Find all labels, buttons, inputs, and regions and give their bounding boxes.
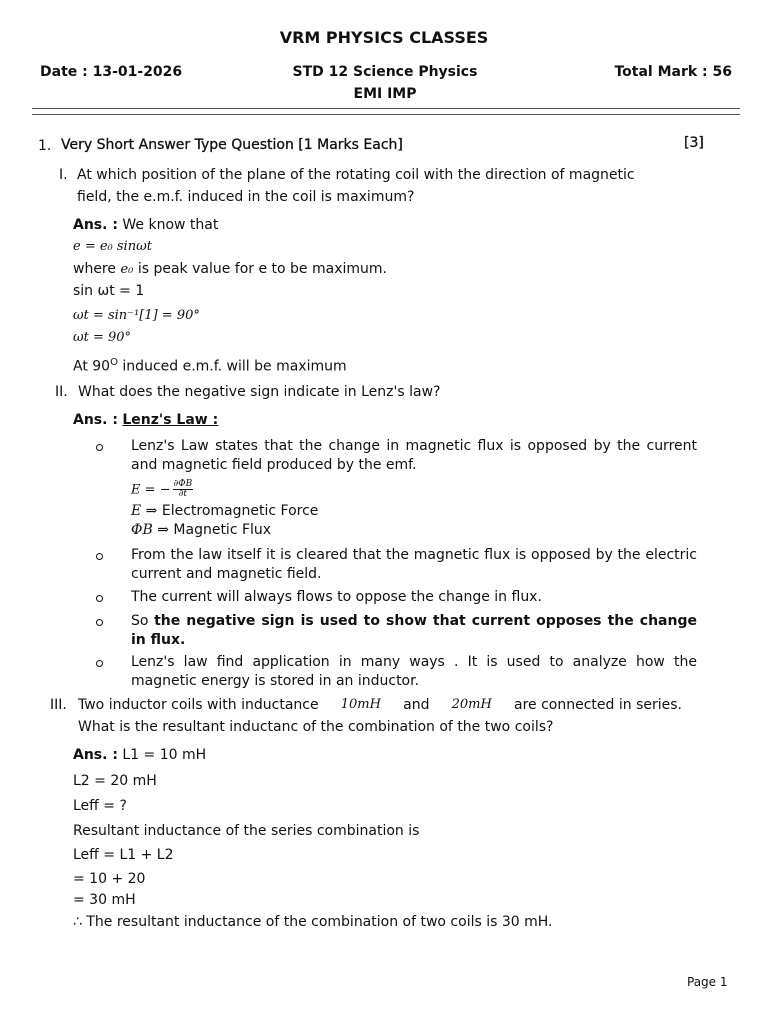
q1-equation-2: ωt = sin⁻¹[1] = 90° (73, 308, 200, 323)
q2-bullet-4 (131, 612, 697, 650)
header-divider-top (32, 108, 740, 109)
total-mark-label: Total Mark : 56 (614, 64, 732, 80)
bullet-icon (96, 553, 103, 560)
q3-text-a: Two inductor coils with inductance (78, 697, 319, 713)
q2-bullet-3: The current will always flows to oppose the change in flux. (131, 589, 542, 605)
q3-conclusion: ∴ The resultant inductance of the combination of two coils is 30 mH. (73, 914, 553, 930)
bullet-4-prefix: So (131, 613, 149, 629)
q1-where-line (73, 261, 387, 277)
answer-label: Ans. : (73, 412, 118, 428)
answer-label: Ans. : (73, 747, 118, 763)
page-title: VRM PHYSICS CLASSES (279, 28, 489, 47)
flux-symbol: ΦB ⇒ (131, 522, 169, 538)
q2-def-e (131, 503, 318, 519)
emf-symbol: E ⇒ (131, 503, 158, 519)
q2-number: II. (55, 384, 68, 400)
q3-text-c: are connected in series. (514, 697, 682, 713)
q3-inductance-1: 10mH (340, 697, 381, 712)
q1-question-line2: field, the e.m.f. induced in the coil is maximum? (77, 189, 415, 205)
q2-bullet-5: Lenz's law find application in many ways . It is used to analyze how the magnetic energy is stored in an inductor. (131, 654, 697, 689)
bullet-icon (96, 595, 103, 602)
q1-answer (73, 217, 218, 233)
bullet-icon (96, 660, 103, 667)
bullet-icon (96, 619, 103, 626)
where-prefix: where (73, 261, 116, 277)
q3-resultant-text: Resultant inductance of the series combination is (73, 823, 420, 839)
q1-equation-1: e = e₀ sinωt (73, 239, 152, 254)
q3-sum: = 10 + 20 (73, 871, 146, 887)
q3-question-line2: What is the resultant inductanc of the combination of the two coils? (78, 719, 554, 735)
l1-value: L1 = 10 mH (122, 747, 207, 763)
section-marks: [3] (684, 135, 704, 151)
q3-text-b: and (403, 697, 430, 713)
lenz-law-heading: Lenz's Law : (122, 412, 219, 428)
q3-answer-l1 (73, 747, 206, 763)
q3-result: = 30 mH (73, 892, 136, 908)
q2-bullet-2: From the law itself it is cleared that the magnetic flux is opposed by the electric current and magnetic field. (131, 547, 697, 582)
degree-superscript: O (110, 357, 118, 368)
q3-question-line1 (78, 697, 682, 713)
answer-intro: We know that (122, 217, 219, 233)
where-suffix: is peak value for e to be maximum. (137, 261, 387, 277)
q3-formula: Leff = L1 + L2 (73, 847, 174, 863)
date-label: Date : 13-01-2026 (40, 64, 183, 80)
q2-question: What does the negative sign indicate in Lenz's law? (78, 384, 441, 400)
q2-answer-heading (73, 412, 218, 428)
formula-fraction (173, 480, 194, 499)
q2-def-phi (131, 522, 271, 538)
conclusion-prefix: At 90 (73, 358, 111, 375)
flux-definition: Magnetic Flux (173, 522, 272, 538)
q1-conclusion (73, 357, 347, 375)
fraction-numerator: ∂ΦB (173, 479, 193, 489)
section-number: 1. (38, 138, 52, 154)
section-title: Very Short Answer Type Question [1 Marks Each] (61, 137, 403, 153)
header-divider-bottom (32, 114, 740, 115)
conclusion-suffix: induced e.m.f. will be maximum (122, 358, 347, 375)
fraction-denominator: ∂t (178, 489, 188, 499)
bullet-icon (96, 444, 103, 451)
q2-formula (131, 480, 193, 499)
bullet-4-emphasis: the negative sign is used to show that current opposes the change in flux. (131, 613, 697, 648)
page-number: Page 1 (687, 975, 728, 989)
q1-equation-3: ωt = 90° (73, 330, 132, 345)
q1-question-line1: At which position of the plane of the rotating coil with the direction of magnetic (77, 167, 635, 183)
q1-sin-line: sin ωt = 1 (73, 283, 145, 299)
where-variable: e₀ (120, 262, 134, 277)
emf-definition: Electromagnetic Force (161, 503, 319, 519)
q2-bullet-1: Lenz's Law states that the change in magnetic flux is opposed by the current and magnetic field produced by the emf. (131, 438, 697, 473)
topic-label: EMI IMP (353, 86, 417, 102)
subject-label: STD 12 Science Physics (292, 64, 478, 80)
answer-label: Ans. : (73, 217, 118, 233)
q1-number: I. (59, 167, 68, 183)
q3-number: III. (50, 697, 67, 713)
q3-inductance-2: 20mH (451, 697, 492, 712)
q3-leff: Leff = ? (73, 798, 127, 814)
q3-l2: L2 = 20 mH (73, 773, 157, 789)
formula-lhs: E = − (131, 482, 171, 498)
